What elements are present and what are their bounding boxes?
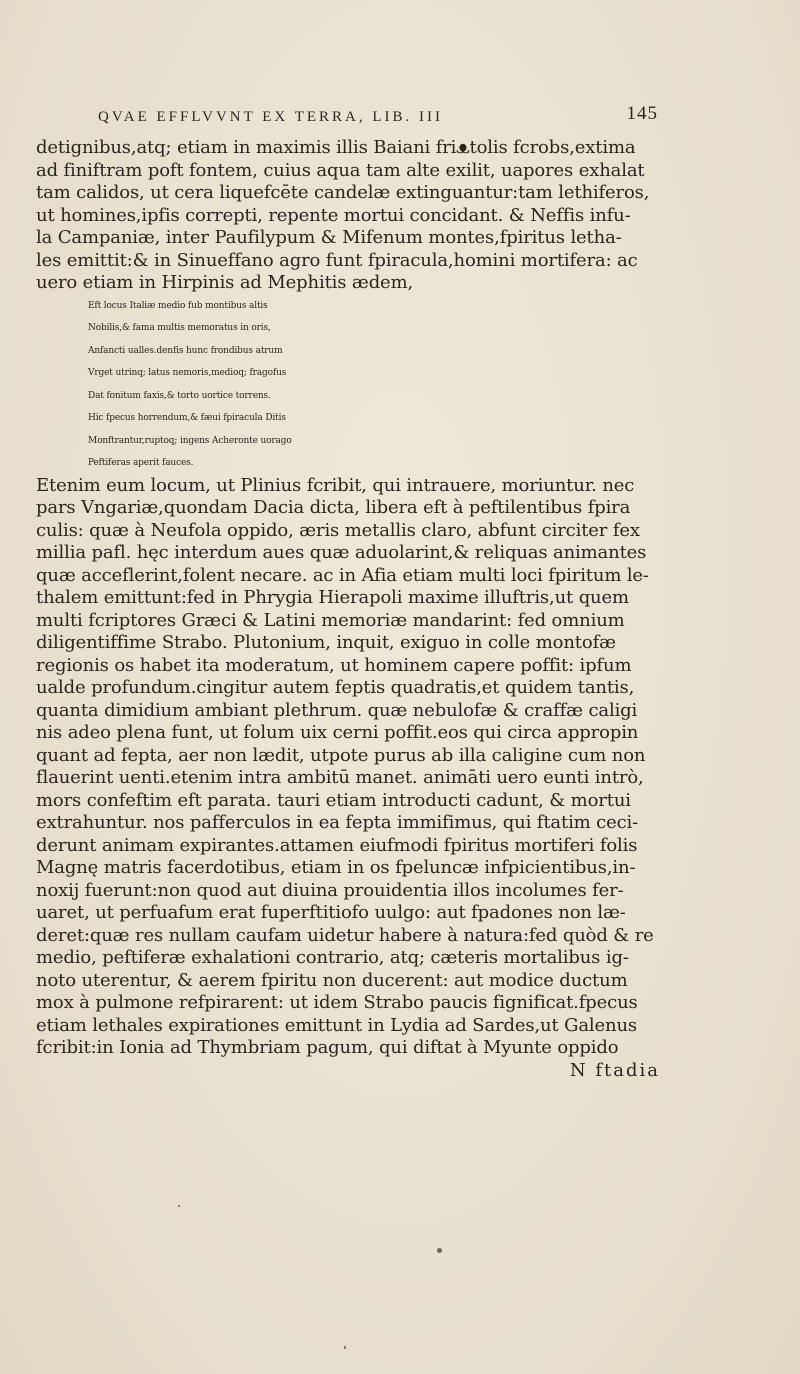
text-line: pars Vngariæ,quondam Dacia dicta, libera eft à peftilentibus fpira: [36, 497, 631, 518]
text-line: Magnę matris facerdotibus, etiam in os fpeluncæ infpicientibus,in-: [36, 857, 636, 878]
text-line: medio, peftiferæ exhalationi contrario, atq; cæteris mortalibus ig-: [36, 947, 629, 968]
text-line: ualde profundum.cingitur autem feptis quadratis,et quidem tantis,: [36, 677, 635, 698]
text-line: regionis os habet ita moderatum, ut hominem capere poffit: ipfum: [36, 654, 632, 676]
catchword: N ftadia: [569, 1059, 660, 1081]
text-line: quant ad fepta, aer non lædit, utpote purus ab illa caligine cum non: [36, 744, 646, 766]
text-line: thalem emittunt:fed in Phrygia Hierapoli maxime illuftris,ut quem: [36, 587, 629, 608]
text-line: tam calidos, ut cera liquefcēte candelæ extinguantur:tam lethiferos,: [36, 182, 650, 203]
text-line: ut homines,ipfis correpti, repente mortui concidant. & Neffis infu-: [36, 204, 631, 226]
text-line: extrahuntur. nos pafferculos in ea fepta immifimus, qui ftatim ceci-: [36, 812, 639, 833]
text-line: deret:quæ res nullam caufam uidetur habere à natura:fed quòd & re: [36, 924, 654, 946]
text-line: culis: quæ à Neufola oppido, æris metallis claro, abfunt circiter fex: [36, 519, 640, 541]
text-line: uero etiam in Hirpinis ad Mephitis ædem,: [36, 272, 414, 293]
text-line: mox à pulmone refpirarent: ut idem Strabo paucis fignificat.fpecus: [36, 992, 638, 1013]
text-line: noxij fuerunt:non quod aut diuina prouidentia illos incolumes fer-: [36, 879, 624, 901]
verse-line: Anfancti ualles.denfis hunc frondibus atrum: [88, 345, 283, 356]
text-line: noto uterentur, & aerem fpiritu non ducerent: aut modice ductum: [36, 969, 628, 991]
text-line: fcribit:in Ionia ad Thymbriam pagum, qui diftat à Myunte oppido: [36, 1037, 619, 1058]
text-line: flauerint uenti.etenim intra ambitū manet. animāti uero eunti intrò,: [36, 767, 644, 788]
verse-line: Nobilis,& fama multis memoratus in oris,: [88, 323, 271, 333]
text-line: diligentiffime Strabo. Plutonium, inquit, exiguo in colle montofæ: [36, 632, 616, 653]
text-line: ad finiftram poft fontem, cuius aqua tam alte exilit, uapores exhalat: [36, 159, 645, 181]
text-line: les emittit:& in Sinueffano agro funt fpiracula,homini mortifera: ac: [36, 249, 638, 271]
text-line: nis adeo plena funt, ut folum uix cerni poffit.eos qui circa appropin: [36, 722, 639, 743]
ink-speck: [437, 1248, 442, 1253]
verse-line: Eft locus Italiæ medio fub montibus altis: [88, 300, 268, 311]
ink-speck: [344, 1346, 346, 1349]
text-line: etiam lethales expirationes emittunt in Lydia ad Sardes,ut Galenus: [36, 1014, 638, 1036]
text-line: quanta dimidium ambiant plethrum. quæ nebulofæ & craffæ caligi: [36, 699, 638, 721]
text-line: la Campaniæ, inter Paufilypum & Mifenum montes,fpiritus letha-: [36, 227, 622, 248]
text-line: detignibus,atq; etiam in maximis illis Baiani friᴥtolis fcrobs,extima: [36, 137, 636, 158]
text-line: Etenim eum locum, ut Plinius fcribit, qui intrauere, moriuntur. nec: [36, 474, 635, 496]
text-line: uaret, ut perfuafum erat fuperftitiofo uulgo: aut fpadones non læ-: [36, 902, 626, 923]
text-line: quæ acceflerint,folent necare. ac in Afia etiam multi loci fpiritum le-: [36, 564, 649, 586]
verse-line: Hic fpecus horrendum,& fæui fpiracula Ditis: [88, 413, 286, 423]
running-head: [98, 103, 658, 133]
running-title: QVAE EFFLVVNT EX TERRA, LIB. III: [98, 109, 444, 125]
ink-speck: [178, 1205, 180, 1207]
text-line: multi fcriptores Græci & Latini memoriæ mandarint: fed omnium: [36, 609, 625, 631]
verse-line: Peftiferas aperit fauces.: [88, 458, 194, 468]
verse-line: Vrget utrinq; latus nemoris,medioq; fragofus: [88, 368, 287, 378]
text-block: [36, 137, 666, 1082]
verse-line: Monftrantur,ruptoq; ingens Acheronte uorago: [88, 435, 292, 446]
text-line: millia pafl. hęc interdum aues quæ aduolarint,& reliquas animantes: [36, 542, 647, 563]
page-number: 145: [626, 103, 658, 124]
text-line: derunt animam expirantes.attamen eiufmodi fpiritus mortiferi folis: [36, 834, 638, 856]
verse-line: Dat fonitum faxis,& torto uortice torrens.: [88, 390, 271, 401]
text-line: mors confeftim eft parata. tauri etiam introducti cadunt, & mortui: [36, 789, 631, 811]
